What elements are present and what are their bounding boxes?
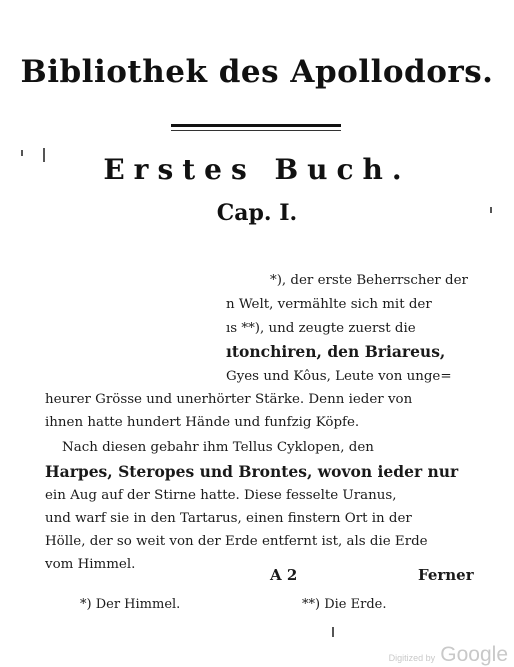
- text-line-8: Nach diesen gebahr ihm Tellus Cyklopen, den: [62, 440, 374, 455]
- text-line-3: ıs **), und zeugte zuerst die: [226, 321, 416, 336]
- text-line-4: ıtonchiren, den Briareus,: [226, 342, 446, 361]
- ink-speck: [332, 627, 334, 637]
- page-title: Bibliothek des Apollodors.: [20, 54, 494, 90]
- watermark: [389, 643, 508, 667]
- book-heading: Erstes Buch.: [103, 153, 411, 186]
- watermark-prefix: Digitized by: [388, 653, 436, 663]
- footnote-2: **) Die Erde.: [302, 597, 387, 612]
- page-signature: A 2: [270, 566, 298, 584]
- text-line-10: ein Aug auf der Stirne hatte. Diese fesselte Uranus,: [45, 488, 397, 503]
- catchword: Ferner: [418, 566, 474, 584]
- text-line-7: ihnen hatte hundert Hände und funfzig Köpfe.: [45, 415, 360, 430]
- text-line-1: *), der erste Beherrscher der: [270, 273, 468, 288]
- footnote-1: *) Der Himmel.: [80, 597, 181, 612]
- title-rule-thick: [171, 124, 341, 127]
- text-line-5: Gyes und Kôus, Leute von unge=: [226, 369, 452, 384]
- ink-speck: [490, 207, 492, 213]
- text-line-13: vom Himmel.: [45, 557, 136, 572]
- text-line-6: heurer Grösse und unerhörter Stärke. Denn ieder von: [45, 392, 413, 407]
- text-line-2: n Welt, vermählte sich mit der: [226, 297, 432, 312]
- text-line-12: Hölle, der so weit von der Erde entfernt ist, als die Erde: [45, 534, 428, 549]
- ink-speck: [43, 148, 45, 162]
- title-rule-thin: [171, 130, 341, 131]
- text-line-11: und warf sie in den Tartarus, einen finstern Ort in der: [45, 511, 412, 526]
- ink-speck: [21, 150, 23, 156]
- watermark-brand: Google: [440, 643, 508, 666]
- text-line-9: Harpes, Steropes und Brontes, wovon ieder nur: [45, 462, 459, 481]
- chapter-heading: Cap. I.: [216, 200, 298, 226]
